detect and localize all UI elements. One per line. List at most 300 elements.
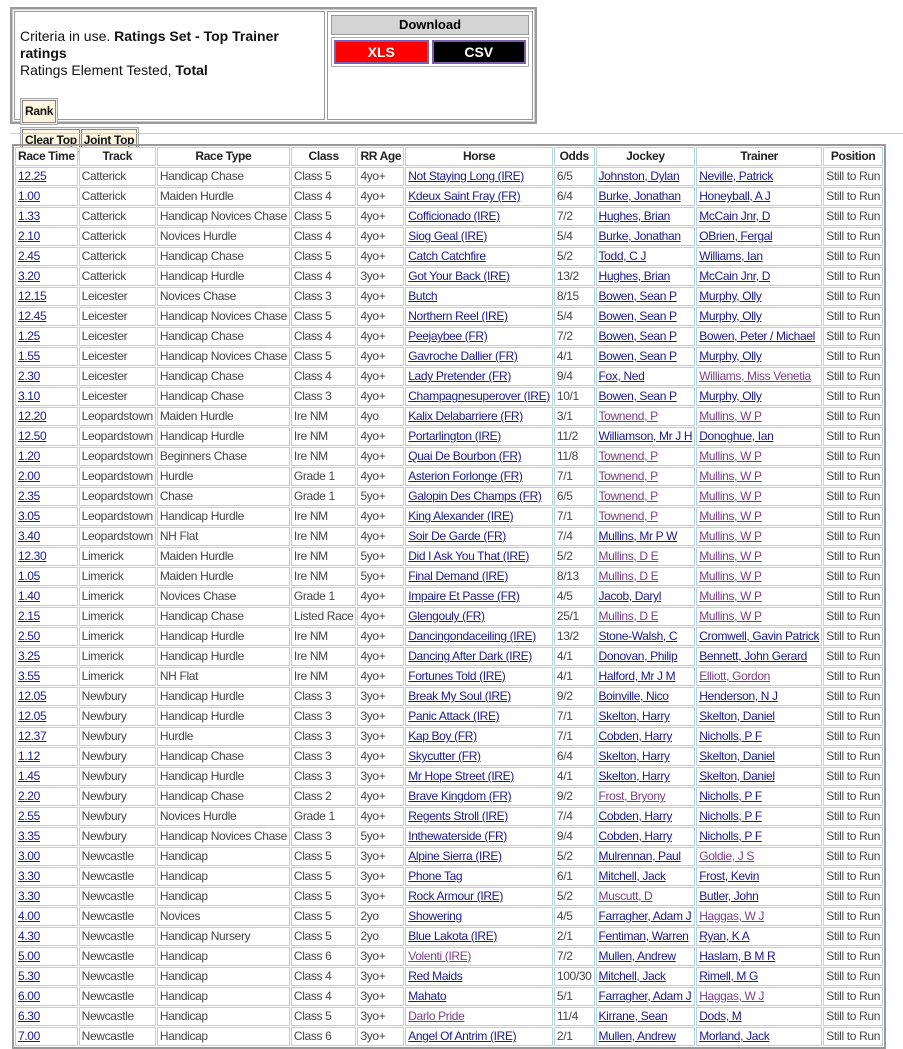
horse-link[interactable]: Mr Hope Street (IRE)	[408, 769, 514, 783]
csv-download-button[interactable]: CSV	[432, 40, 527, 64]
horse-link[interactable]: Peejaybee (FR)	[408, 329, 488, 343]
horse-link[interactable]: Kdeux Saint Fray (FR)	[408, 189, 521, 203]
jockey-link[interactable]: Bowen, Sean P	[598, 309, 677, 323]
position-cell: Still to Run	[823, 327, 883, 346]
track-cell: Limerick	[79, 547, 156, 566]
horse-cell	[405, 887, 553, 906]
horse-link[interactable]: King Alexander (IRE)	[408, 509, 514, 523]
jockey-link[interactable]: Mitchell, Jack	[598, 869, 666, 883]
trainer-link[interactable]: Murphy, Olly	[699, 309, 762, 323]
horse-link[interactable]: Galopin Des Champs (FR)	[408, 489, 542, 503]
track-cell: Leopardstown	[79, 527, 156, 546]
joint-top-button[interactable]: Joint Top	[81, 129, 137, 152]
trainer-link[interactable]: Murphy, Olly	[699, 289, 762, 303]
race-time-cell	[15, 787, 78, 806]
trainer-link[interactable]: Murphy, Olly	[699, 349, 762, 363]
race-time-link[interactable]: 1.12	[18, 749, 40, 763]
trainer-link[interactable]: Skelton, Daniel	[699, 769, 775, 783]
race-time-link[interactable]: 12.05	[18, 709, 47, 723]
jockey-link[interactable]: Mullins, D E	[598, 609, 659, 623]
trainer-link[interactable]: Mullins, W P	[699, 509, 762, 523]
jockey-link[interactable]: Jacob, Daryl	[598, 589, 662, 603]
position-cell: Still to Run	[823, 527, 883, 546]
position-cell: Still to Run	[823, 707, 883, 726]
jockey-link[interactable]: Townend, P	[598, 409, 658, 423]
race-time-cell	[15, 447, 78, 466]
trainer-link[interactable]: Bennett, John Gerard	[699, 649, 807, 663]
horse-link[interactable]: Showering	[408, 909, 462, 923]
jockey-cell	[596, 447, 696, 466]
race-type-cell: Handicap Chase	[157, 327, 290, 346]
rr-age-cell: 3yo+	[357, 847, 404, 866]
odds-cell: 7/4	[554, 527, 595, 546]
jockey-link[interactable]: Johnston, Dylan	[598, 169, 680, 183]
class-cell: Class 4	[291, 267, 357, 286]
trainer-link[interactable]: Williams, Miss Venetia	[699, 369, 811, 383]
position-cell: Still to Run	[823, 947, 883, 966]
horse-link[interactable]: Inthewaterside (FR)	[408, 829, 507, 843]
trainer-link[interactable]: Nicholls, P F	[699, 829, 762, 843]
jockey-link[interactable]: Kirrane, Sean	[598, 1009, 668, 1023]
clear-top-button[interactable]: Clear Top	[22, 129, 80, 152]
jockey-link[interactable]: Cobden, Harry	[598, 729, 673, 743]
jockey-link[interactable]: Muscutt, D	[598, 889, 653, 903]
position-cell: Still to Run	[823, 627, 883, 646]
trainer-link[interactable]: Cromwell, Gavin Patrick	[699, 629, 820, 643]
race-time-link[interactable]: 1.05	[18, 569, 40, 583]
jockey-link[interactable]: Stone-Walsh, C	[598, 629, 678, 643]
race-time-link[interactable]: 7.00	[18, 1029, 40, 1043]
race-type-cell: Handicap	[157, 847, 290, 866]
jockey-link[interactable]: Mullins, Mr P W	[598, 529, 678, 543]
race-time-link[interactable]: 2.00	[18, 469, 40, 483]
race-time-link[interactable]: 1.40	[18, 589, 40, 603]
horse-cell	[405, 207, 553, 226]
horse-link[interactable]: Portarlington (IRE)	[408, 429, 501, 443]
jockey-link[interactable]: Mullins, D E	[598, 549, 659, 563]
trainer-cell	[696, 727, 822, 746]
jockey-link[interactable]: Townend, P	[598, 509, 658, 523]
horse-link[interactable]: Butch	[408, 289, 438, 303]
race-time-cell	[15, 167, 78, 186]
table-row	[15, 667, 883, 686]
odds-cell: 9/2	[554, 687, 595, 706]
race-time-link[interactable]: 2.55	[18, 809, 40, 823]
trainer-link[interactable]: Mullins, W P	[699, 489, 762, 503]
horse-link[interactable]: Catch Catchfire	[408, 249, 486, 263]
jockey-cell	[596, 647, 696, 666]
horse-link[interactable]: Skycutter (FR)	[408, 749, 481, 763]
jockey-link[interactable]: Townend, P	[598, 469, 658, 483]
jockey-link[interactable]: Frost, Bryony	[598, 789, 666, 803]
trainer-link[interactable]: Mullins, W P	[699, 529, 762, 543]
horse-link[interactable]: Fortunes Told (IRE)	[408, 669, 506, 683]
position-cell: Still to Run	[823, 687, 883, 706]
horse-cell	[405, 287, 553, 306]
jockey-link[interactable]: Bowen, Sean P	[598, 329, 677, 343]
class-cell: Class 4	[291, 227, 357, 246]
horse-link[interactable]: Kalix Delabarriere (FR)	[408, 409, 523, 423]
rr-age-cell: 3yo+	[357, 887, 404, 906]
jockey-cell	[596, 847, 696, 866]
horse-link[interactable]: Soir De Garde (FR)	[408, 529, 506, 543]
trainer-link[interactable]: Nicholls, P F	[699, 729, 762, 743]
race-time-link[interactable]: 12.05	[18, 689, 47, 703]
race-type-cell: Handicap Chase	[157, 787, 290, 806]
race-time-link[interactable]: 12.30	[18, 549, 47, 563]
trainer-link[interactable]: Donoghue, Ian	[699, 429, 774, 443]
horse-link[interactable]: Kap Boy (FR)	[408, 729, 477, 743]
race-time-cell	[15, 967, 78, 986]
race-time-link[interactable]: 3.20	[18, 269, 40, 283]
trainer-link[interactable]: Dods, M	[699, 1009, 742, 1023]
race-time-cell	[15, 767, 78, 786]
race-time-link[interactable]: 5.00	[18, 949, 40, 963]
rr-age-cell: 2yo	[357, 927, 404, 946]
horse-link[interactable]: Champagnesuperover (IRE)	[408, 389, 550, 403]
jockey-link[interactable]: Skelton, Harry	[598, 749, 670, 763]
horse-link[interactable]: Dancingondaceiling (IRE)	[408, 629, 536, 643]
jockey-link[interactable]: Williamson, Mr J H	[598, 429, 693, 443]
trainer-link[interactable]: Skelton, Daniel	[699, 749, 775, 763]
horse-link[interactable]: Did I Ask You That (IRE)	[408, 549, 530, 563]
race-time-link[interactable]: 3.30	[18, 869, 40, 883]
jockey-link[interactable]: Bowen, Sean P	[598, 289, 677, 303]
ratings-element: Total	[175, 62, 208, 78]
horse-cell	[405, 967, 553, 986]
horse-link[interactable]: Darlo Pride	[408, 1009, 465, 1023]
race-time-cell	[15, 287, 78, 306]
horse-link[interactable]: Regents Stroll (IRE)	[408, 809, 508, 823]
race-time-link[interactable]: 1.33	[18, 209, 40, 223]
jockey-link[interactable]: Skelton, Harry	[598, 709, 670, 723]
trainer-link[interactable]: Nicholls, P F	[699, 809, 762, 823]
odds-cell: 4/1	[554, 667, 595, 686]
race-time-link[interactable]: 5.30	[18, 969, 40, 983]
trainer-link[interactable]: OBrien, Fergal	[699, 229, 773, 243]
trainer-link[interactable]: Murphy, Olly	[699, 389, 762, 403]
horse-link[interactable]: Blue Lakota (IRE)	[408, 929, 497, 943]
jockey-link[interactable]: Mullen, Andrew	[598, 949, 676, 963]
jockey-link[interactable]: Mullen, Andrew	[598, 1029, 676, 1043]
race-time-link[interactable]: 3.30	[18, 889, 40, 903]
race-time-link[interactable]: 1.00	[18, 189, 40, 203]
trainer-link[interactable]: Neville, Patrick	[699, 169, 773, 183]
trainer-link[interactable]: Henderson, N J	[699, 689, 778, 703]
race-time-cell	[15, 227, 78, 246]
jockey-link[interactable]: Boinville, Nico	[598, 689, 669, 703]
trainer-cell	[696, 787, 822, 806]
jockey-link[interactable]: Burke, Jonathan	[598, 189, 681, 203]
horse-cell	[405, 367, 553, 386]
horse-link[interactable]: Impaire Et Passe (FR)	[408, 589, 520, 603]
jockey-link[interactable]: Mulrennan, Paul	[598, 849, 681, 863]
trainer-link[interactable]: Butler, John	[699, 889, 759, 903]
race-type-cell: Handicap	[157, 1007, 290, 1026]
race-time-link[interactable]: 1.20	[18, 449, 40, 463]
race-time-link[interactable]: 2.20	[18, 789, 40, 803]
odds-cell: 11/8	[554, 447, 595, 466]
horse-link[interactable]: Cofficionado (IRE)	[408, 209, 500, 223]
trainer-link[interactable]: Mullins, W P	[699, 469, 762, 483]
race-time-link[interactable]: 4.30	[18, 929, 40, 943]
jockey-link[interactable]: Skelton, Harry	[598, 769, 670, 783]
race-time-link[interactable]: 3.40	[18, 529, 40, 543]
trainer-link[interactable]: Haggas, W J	[699, 909, 765, 923]
trainer-link[interactable]: Bowen, Peter / Michael	[699, 329, 815, 343]
trainer-link[interactable]: Mullins, W P	[699, 589, 762, 603]
race-time-cell	[15, 607, 78, 626]
race-time-cell	[15, 927, 78, 946]
jockey-link[interactable]: Cobden, Harry	[598, 829, 673, 843]
race-type-cell: Handicap Hurdle	[157, 767, 290, 786]
horse-cell	[405, 407, 553, 426]
jockey-link[interactable]: Townend, P	[598, 449, 658, 463]
race-time-link[interactable]: 2.10	[18, 229, 40, 243]
class-cell: Class 5	[291, 927, 357, 946]
jockey-link[interactable]: Mullins, D E	[598, 569, 659, 583]
jockey-cell	[596, 307, 696, 326]
odds-cell: 13/2	[554, 627, 595, 646]
rr-age-cell: 4yo+	[357, 507, 404, 526]
jockey-link[interactable]: Hughes, Brian	[598, 269, 671, 283]
trainer-link[interactable]: Haslam, B M R	[699, 949, 776, 963]
horse-link[interactable]: Lady Pretender (FR)	[408, 369, 511, 383]
trainer-link[interactable]: Skelton, Daniel	[699, 709, 775, 723]
rr-age-cell: 4yo+	[357, 607, 404, 626]
horse-link[interactable]: Red Maids	[408, 969, 463, 983]
race-time-link[interactable]: 1.55	[18, 349, 40, 363]
trainer-cell	[696, 947, 822, 966]
position-cell: Still to Run	[823, 667, 883, 686]
race-time-link[interactable]: 3.35	[18, 829, 40, 843]
horse-link[interactable]: Northern Reel (IRE)	[408, 309, 508, 323]
position-cell: Still to Run	[823, 567, 883, 586]
horse-link[interactable]: Break My Soul (IRE)	[408, 689, 511, 703]
class-cell: Grade 1	[291, 807, 357, 826]
horse-link[interactable]: Phone Tag	[408, 869, 463, 883]
jockey-cell	[596, 747, 696, 766]
trainer-link[interactable]: Elliott, Gordon	[699, 669, 771, 683]
jockey-link[interactable]: Townend, P	[598, 489, 658, 503]
race-time-cell	[15, 587, 78, 606]
horse-cell	[405, 587, 553, 606]
class-cell: Class 6	[291, 947, 357, 966]
jockey-link[interactable]: Fentiman, Warren	[598, 929, 689, 943]
position-cell: Still to Run	[823, 807, 883, 826]
trainer-link[interactable]: Ryan, K A	[699, 929, 750, 943]
race-type-cell: Handicap Chase	[157, 747, 290, 766]
table-row	[15, 787, 883, 806]
trainer-cell	[696, 327, 822, 346]
race-time-link[interactable]: 12.25	[18, 169, 47, 183]
horse-link[interactable]: Not Staying Long (IRE)	[408, 169, 524, 183]
horse-link[interactable]: Mahato	[408, 989, 447, 1003]
horse-link[interactable]: Alpine Sierra (IRE)	[408, 849, 502, 863]
trainer-link[interactable]: Rimell, M G	[699, 969, 759, 983]
track-cell: Newcastle	[79, 987, 156, 1006]
jockey-cell	[596, 947, 696, 966]
horse-link[interactable]: Angel Of Antrim (IRE)	[408, 1029, 517, 1043]
trainer-link[interactable]: Mullins, W P	[699, 609, 762, 623]
table-row	[15, 327, 883, 346]
horse-cell	[405, 247, 553, 266]
trainer-link[interactable]: McCain Jnr, D	[699, 209, 771, 223]
horse-link[interactable]: Gavroche Dallier (FR)	[408, 349, 518, 363]
track-cell: Newbury	[79, 747, 156, 766]
jockey-link[interactable]: Fox, Ned	[598, 369, 645, 383]
race-type-cell: Maiden Hurdle	[157, 547, 290, 566]
jockey-cell	[596, 327, 696, 346]
position-cell: Still to Run	[823, 1027, 883, 1046]
race-time-cell	[15, 987, 78, 1006]
rr-age-cell: 3yo+	[357, 1007, 404, 1026]
horse-link[interactable]: Panic Attack (IRE)	[408, 709, 500, 723]
race-type-cell: Handicap	[157, 987, 290, 1006]
jockey-link[interactable]: Todd, C J	[598, 249, 647, 263]
track-cell: Newcastle	[79, 847, 156, 866]
trainer-cell	[696, 187, 822, 206]
rr-age-cell: 4yo+	[357, 387, 404, 406]
horse-link[interactable]: Brave Kingdom (FR)	[408, 789, 512, 803]
race-time-link[interactable]: 1.45	[18, 769, 40, 783]
race-time-link[interactable]: 3.05	[18, 509, 40, 523]
horse-link[interactable]: Quai De Bourbon (FR)	[408, 449, 522, 463]
jockey-link[interactable]: Farragher, Adam J	[598, 909, 692, 923]
odds-cell: 2/1	[554, 927, 595, 946]
trainer-link[interactable]: McCain Jnr, D	[699, 269, 771, 283]
jockey-link[interactable]: Mitchell, Jack	[598, 969, 666, 983]
table-row	[15, 287, 883, 306]
class-cell: Ire NM	[291, 567, 357, 586]
horse-link[interactable]: Volenti (IRE)	[408, 949, 472, 963]
race-time-link[interactable]: 4.00	[18, 909, 40, 923]
race-time-link[interactable]: 3.00	[18, 849, 40, 863]
race-time-link[interactable]: 6.00	[18, 989, 40, 1003]
race-type-cell: Handicap Novices Chase	[157, 207, 290, 226]
race-time-link[interactable]: 6.30	[18, 1009, 40, 1023]
xls-download-button[interactable]: XLS	[334, 40, 429, 64]
race-time-link[interactable]: 2.15	[18, 609, 40, 623]
trainer-link[interactable]: Haggas, W J	[699, 989, 765, 1003]
horse-link[interactable]: Rock Armour (IRE)	[408, 889, 503, 903]
table-row	[15, 247, 883, 266]
jockey-link[interactable]: Cobden, Harry	[598, 809, 673, 823]
position-cell: Still to Run	[823, 787, 883, 806]
race-type-cell: Maiden Hurdle	[157, 187, 290, 206]
horse-link[interactable]: Dancing After Dark (IRE)	[408, 649, 532, 663]
track-cell: Catterick	[79, 247, 156, 266]
trainer-link[interactable]: Frost, Kevin	[699, 869, 760, 883]
trainer-cell	[696, 767, 822, 786]
jockey-link[interactable]: Halford, Mr J M	[598, 669, 676, 683]
jockey-link[interactable]: Bowen, Sean P	[598, 389, 677, 403]
jockey-link[interactable]: Hughes, Brian	[598, 209, 671, 223]
trainer-cell	[696, 747, 822, 766]
jockey-cell	[596, 547, 696, 566]
race-time-link[interactable]: 12.45	[18, 309, 47, 323]
table-row	[15, 407, 883, 426]
rr-age-cell: 3yo+	[357, 867, 404, 886]
race-time-link[interactable]: 3.55	[18, 669, 40, 683]
rr-age-cell: 3yo+	[357, 267, 404, 286]
horse-link[interactable]: Siog Geal (IRE)	[408, 229, 488, 243]
race-time-cell	[15, 687, 78, 706]
trainer-link[interactable]: Morland, Jack	[699, 1029, 770, 1043]
trainer-link[interactable]: Nicholls, P F	[699, 789, 762, 803]
position-cell: Still to Run	[823, 507, 883, 526]
race-time-cell	[15, 387, 78, 406]
race-time-link[interactable]: 1.25	[18, 329, 40, 343]
race-time-link[interactable]: 2.50	[18, 629, 40, 643]
race-time-link[interactable]: 12.15	[18, 289, 47, 303]
horse-cell	[405, 507, 553, 526]
table-row	[15, 487, 883, 506]
race-time-link[interactable]: 2.45	[18, 249, 40, 263]
position-cell: Still to Run	[823, 727, 883, 746]
race-time-link[interactable]: 3.25	[18, 649, 40, 663]
jockey-link[interactable]: Burke, Jonathan	[598, 229, 681, 243]
horse-link[interactable]: Got Your Back (IRE)	[408, 269, 510, 283]
track-cell: Newbury	[79, 707, 156, 726]
rank-button[interactable]: Rank	[22, 100, 56, 123]
table-row	[15, 447, 883, 466]
race-time-cell	[15, 347, 78, 366]
race-time-link[interactable]: 2.30	[18, 369, 40, 383]
jockey-cell	[596, 727, 696, 746]
trainer-cell	[696, 587, 822, 606]
trainer-cell	[696, 467, 822, 486]
trainer-link[interactable]: Williams, Ian	[699, 249, 763, 263]
trainer-link[interactable]: Mullins, W P	[699, 569, 762, 583]
race-time-link[interactable]: 3.10	[18, 389, 40, 403]
rr-age-cell: 3yo+	[357, 967, 404, 986]
horse-link[interactable]: Asterion Forlonge (FR)	[408, 469, 523, 483]
track-cell: Leicester	[79, 327, 156, 346]
horse-cell	[405, 647, 553, 666]
jockey-link[interactable]: Bowen, Sean P	[598, 349, 677, 363]
rr-age-cell: 4yo+	[357, 647, 404, 666]
race-time-cell	[15, 187, 78, 206]
horse-link[interactable]: Final Demand (IRE)	[408, 569, 508, 583]
trainer-link[interactable]: Mullins, W P	[699, 549, 762, 563]
race-time-cell	[15, 407, 78, 426]
horse-link[interactable]: Glengouly (FR)	[408, 609, 485, 623]
jockey-cell	[596, 907, 696, 926]
jockey-link[interactable]: Farragher, Adam J	[598, 989, 692, 1003]
trainer-link[interactable]: Mullins, W P	[699, 449, 762, 463]
table-row	[15, 607, 883, 626]
odds-cell: 6/5	[554, 487, 595, 506]
jockey-link[interactable]: Donovan, Philip	[598, 649, 678, 663]
race-type-cell: Handicap Hurdle	[157, 647, 290, 666]
table-row	[15, 987, 883, 1006]
jockey-cell	[596, 427, 696, 446]
position-cell: Still to Run	[823, 267, 883, 286]
rr-age-cell: 4yo+	[357, 527, 404, 546]
race-type-cell: Novices Chase	[157, 587, 290, 606]
race-time-link[interactable]: 12.37	[18, 729, 47, 743]
trainer-link[interactable]: Mullins, W P	[699, 409, 762, 423]
race-time-link[interactable]: 2.35	[18, 489, 40, 503]
race-time-cell	[15, 427, 78, 446]
race-time-link[interactable]: 12.50	[18, 429, 47, 443]
trainer-link[interactable]: Goldie, J S	[699, 849, 755, 863]
race-time-link[interactable]: 12.20	[18, 409, 47, 423]
class-cell: Class 5	[291, 847, 357, 866]
race-time-cell	[15, 807, 78, 826]
trainer-link[interactable]: Honeyball, A J	[699, 189, 771, 203]
